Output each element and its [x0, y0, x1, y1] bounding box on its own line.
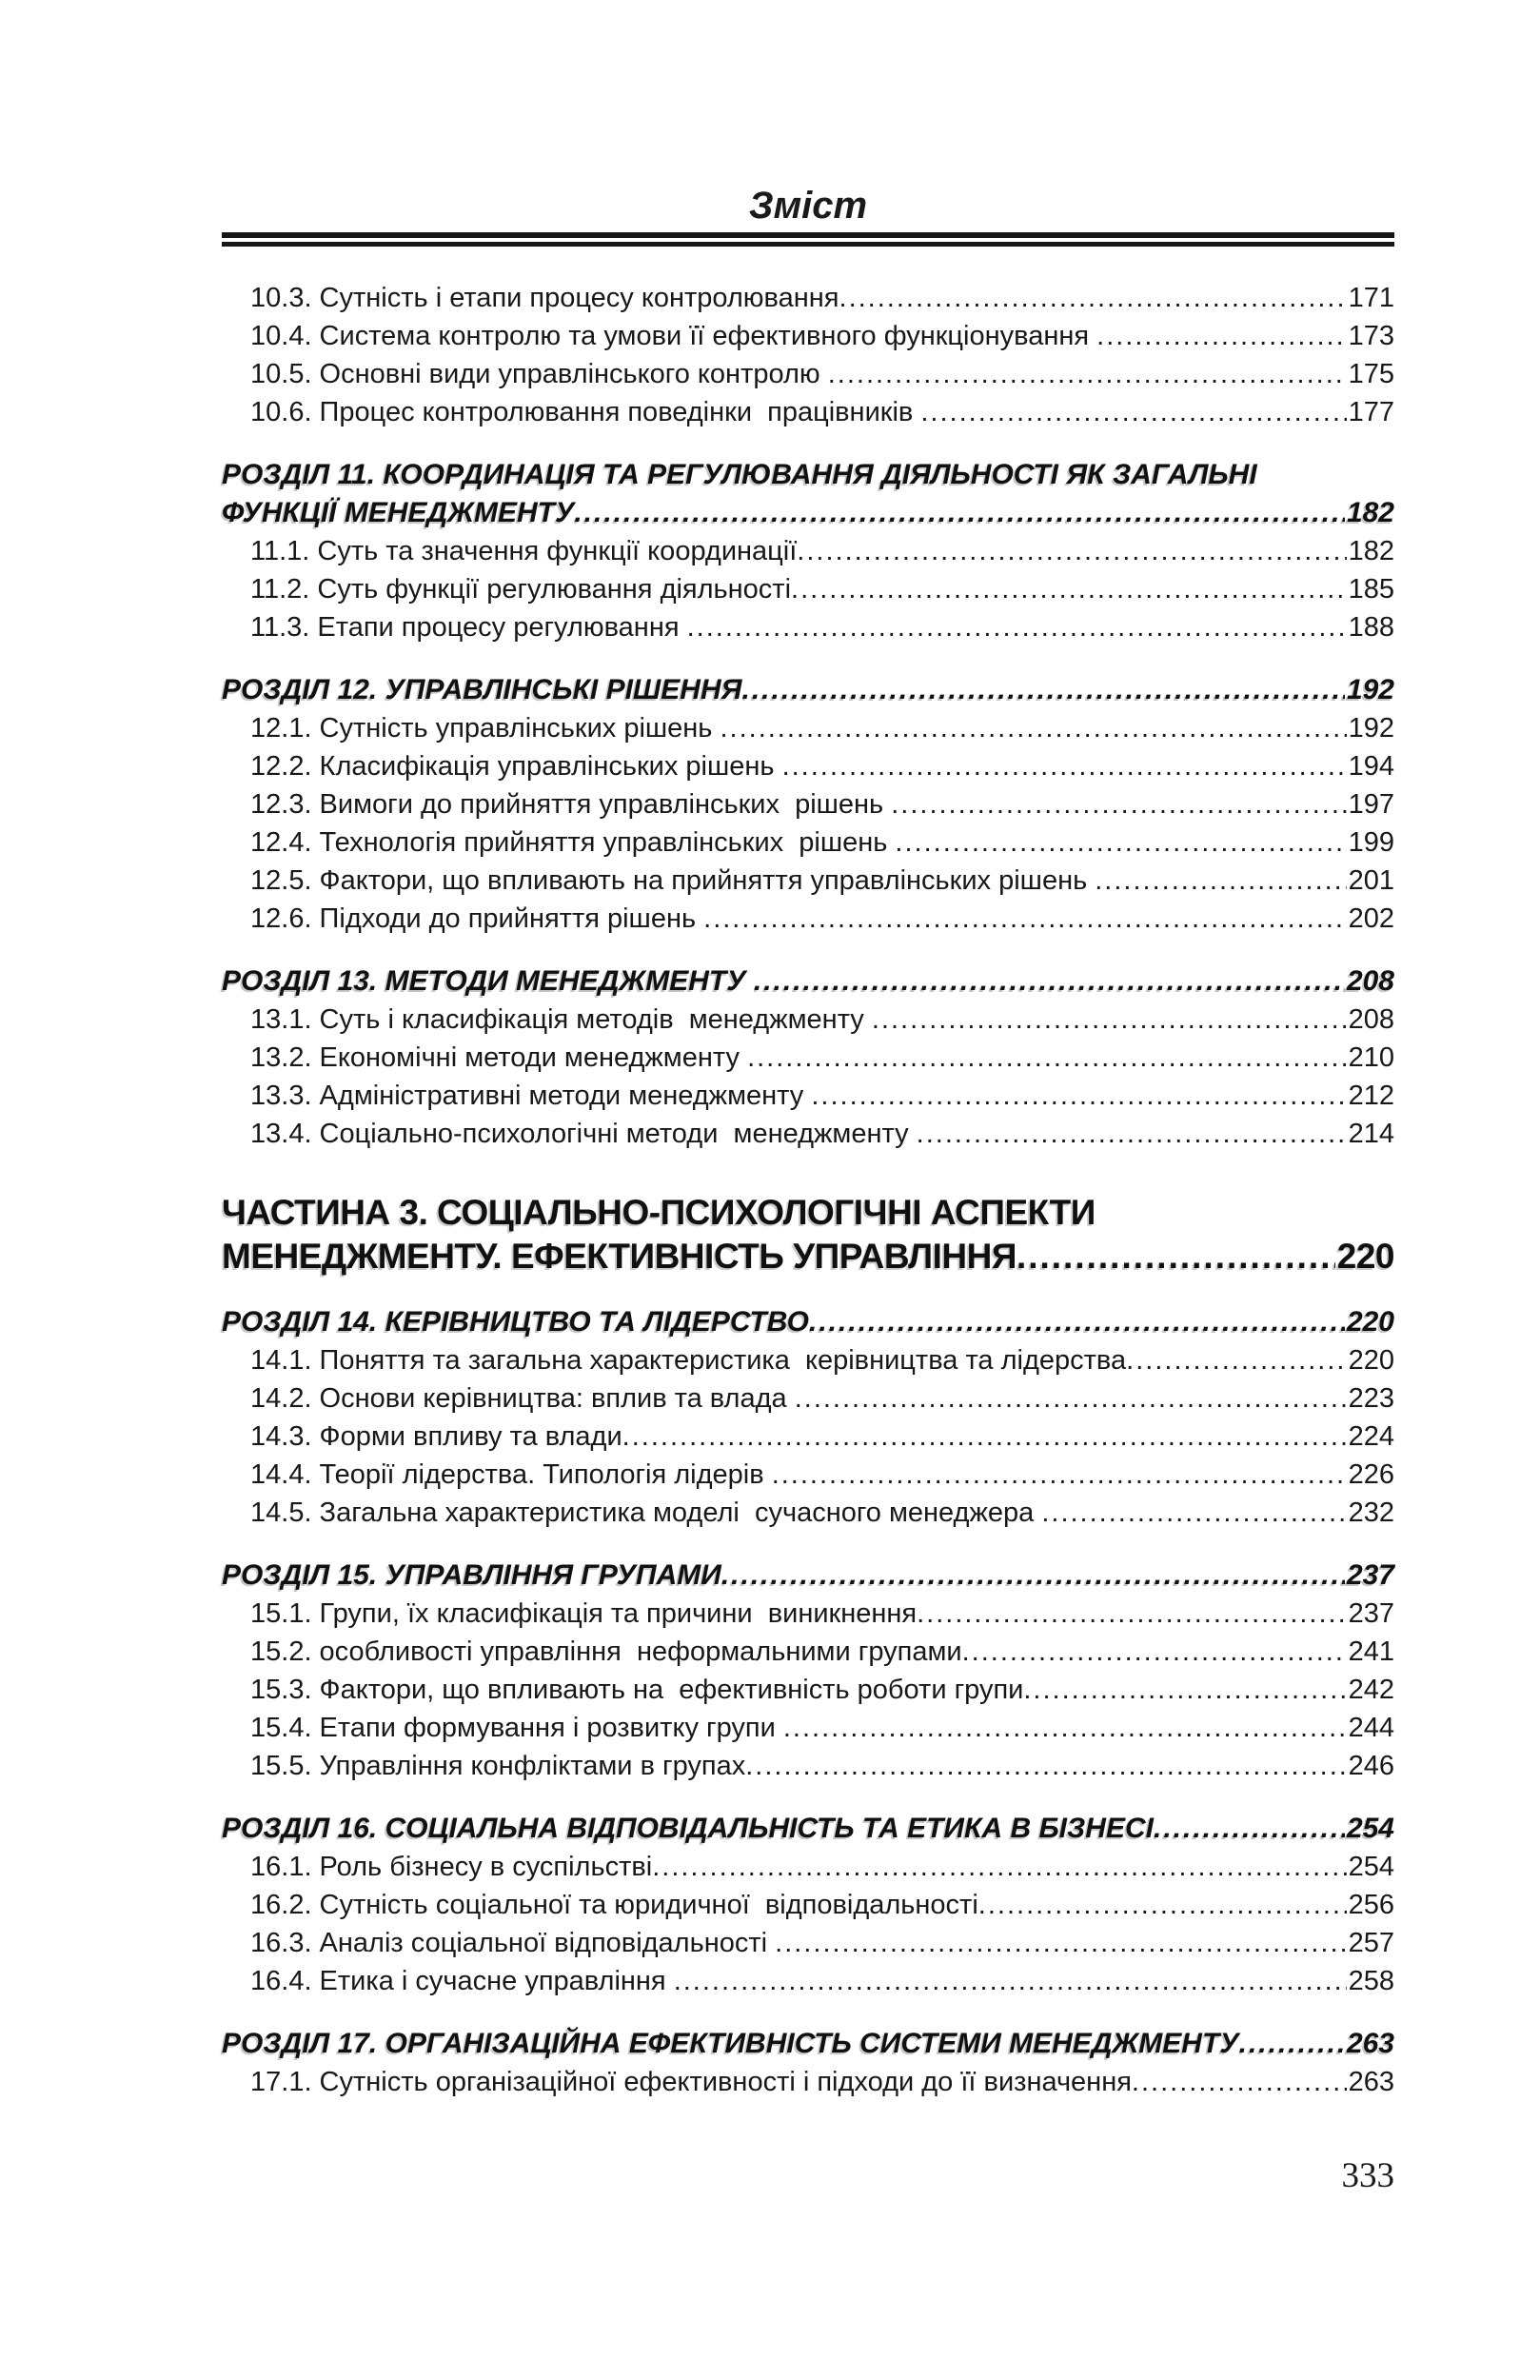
entry-label: 13.3. Адміністративні методи менеджменту — [250, 1081, 812, 1111]
toc-entry — [222, 355, 1394, 393]
page-title: Зміст — [748, 185, 868, 227]
dot-leader — [674, 1962, 1347, 2000]
dot-leader — [574, 494, 1345, 532]
heading-label: РОЗДІЛ 16. СОЦІАЛЬНА ВІДПОВІДАЛЬНІСТЬ ТА ЕТИКА В БІЗНЕСІ — [222, 1813, 1154, 1844]
chapter-heading-row — [222, 1557, 1394, 1595]
entry-page-number: 224 — [1348, 1421, 1394, 1452]
dot-leader — [1095, 862, 1346, 900]
entry-page-number: 232 — [1348, 1497, 1394, 1528]
heading-page-number: 220 — [1346, 1306, 1394, 1338]
heading-page-number: 254 — [1346, 1813, 1394, 1844]
toc-entry — [222, 317, 1394, 355]
entry-label: 13.2. Економічні методи менеджменту — [250, 1042, 748, 1073]
entry-label: 12.3. Вимоги до прийняття управлінських рішень — [250, 789, 892, 820]
entry-page-number: 192 — [1348, 713, 1394, 744]
page-header — [222, 183, 1394, 247]
heading-label: РОЗДІЛ 14. КЕРІВНИЦТВО ТА ЛІДЕРСТВО — [222, 1306, 810, 1338]
chapter-heading-row — [222, 962, 1394, 1001]
toc-entry — [222, 1379, 1394, 1418]
dot-leader — [978, 1886, 1347, 1924]
entry-page-number: 258 — [1348, 1966, 1394, 1996]
toc-entry — [222, 1115, 1394, 1153]
entry-page-number: 246 — [1348, 1751, 1394, 1781]
toc-entry — [222, 1848, 1394, 1886]
entry-label: 15.4. Етапи формування і розвитку групи — [250, 1713, 783, 1743]
chapter-heading-row — [222, 494, 1394, 532]
part-heading-row — [222, 1235, 1394, 1279]
entry-page-number: 241 — [1348, 1636, 1394, 1667]
entry-label: 14.2. Основи керівництва: вплив та влада — [250, 1383, 795, 1414]
dot-leader — [809, 1303, 1345, 1341]
entry-label: 12.1. Сутність управлінських рішень — [250, 713, 721, 744]
toc-entry — [222, 862, 1394, 900]
chapter-heading-row — [222, 1810, 1394, 1848]
toc-chapter-group — [222, 962, 1394, 1153]
entry-label: 10.4. Система контролю та умови її ефективного функціонування — [250, 321, 1097, 351]
dot-leader — [772, 1456, 1347, 1494]
dot-leader — [839, 279, 1347, 317]
page-number: 333 — [1341, 2156, 1394, 2195]
dot-leader — [754, 962, 1345, 1001]
entry-page-number: 175 — [1348, 359, 1394, 389]
entry-label: 16.3. Аналіз соціальної відповідальності — [250, 1928, 776, 1958]
heading-label: МЕНЕДЖМЕНТУ. ЕФЕКТИВНІСТЬ УПРАВЛІННЯ — [222, 1237, 1017, 1276]
toc-chapter-group — [222, 456, 1394, 646]
dot-leader — [791, 570, 1347, 608]
dot-leader — [1017, 1235, 1335, 1279]
toc-entry — [222, 608, 1394, 646]
entry-page-number: 194 — [1348, 751, 1394, 782]
entry-label: 12.2. Класифікація управлінських рішень — [250, 751, 782, 782]
entry-page-number: 237 — [1348, 1598, 1394, 1629]
toc-chapter-group — [222, 1557, 1394, 1785]
dot-leader — [622, 1418, 1347, 1456]
chapter-heading-row — [222, 1303, 1394, 1341]
divider-line-top — [222, 232, 1394, 238]
entry-page-number: 254 — [1348, 1852, 1394, 1882]
entry-label: 14.5. Загальна характеристика моделі сучасного менеджера — [250, 1497, 1042, 1528]
heading-page-number: 220 — [1336, 1237, 1394, 1276]
entry-label: 14.3. Форми впливу та влади — [250, 1421, 622, 1452]
dot-leader — [721, 1557, 1345, 1595]
dot-leader — [1041, 1494, 1346, 1532]
entry-page-number: 257 — [1348, 1928, 1394, 1958]
entry-page-number: 202 — [1348, 903, 1394, 934]
heading-label: ФУНКЦІЇ МЕНЕДЖМЕНТУ — [222, 497, 575, 528]
dot-leader — [920, 393, 1346, 431]
heading-page-number: 263 — [1346, 2028, 1394, 2059]
heading-page-number: 192 — [1346, 674, 1394, 705]
dot-leader — [703, 900, 1346, 938]
dot-leader — [795, 1379, 1347, 1418]
entry-page-number: 256 — [1348, 1890, 1394, 1920]
toc-entry — [222, 1886, 1394, 1924]
entry-label: 10.6. Процес контролювання поведінки працівників — [250, 397, 921, 427]
dot-leader — [1154, 1810, 1345, 1848]
entry-label: 12.4. Технологія прийняття управлінських рішень — [250, 827, 896, 858]
dot-leader — [687, 608, 1347, 646]
entry-page-number: 171 — [1348, 283, 1394, 313]
entry-label: 12.5. Фактори, що впливають на прийняття управлінських рішень — [250, 865, 1096, 896]
dot-leader — [775, 1924, 1346, 1962]
toc-entry — [222, 1341, 1394, 1379]
dot-leader — [652, 1848, 1346, 1886]
toc-entry — [222, 279, 1394, 317]
entry-page-number: 197 — [1348, 789, 1394, 820]
toc-entry — [222, 570, 1394, 608]
entry-page-number: 177 — [1348, 397, 1394, 427]
entry-page-number: 182 — [1348, 536, 1394, 566]
heading-label: РОЗДІЛ 15. УПРАВЛІННЯ ГРУПАМИ — [222, 1559, 721, 1591]
dot-leader — [720, 709, 1346, 747]
toc-entry — [222, 1001, 1394, 1039]
toc-entry — [222, 1962, 1394, 2000]
toc-entry — [222, 1709, 1394, 1747]
heading-page-number: 208 — [1346, 965, 1394, 997]
entry-page-number: 185 — [1348, 574, 1394, 605]
entry-label: 15.5. Управління конфліктами в групах — [250, 1751, 746, 1781]
toc-entry — [222, 1747, 1394, 1785]
toc-entry — [222, 2063, 1394, 2101]
entry-label: 14.4. Теорії лідерства. Типологія лідерів — [250, 1459, 772, 1490]
dot-leader — [872, 1001, 1347, 1039]
entry-label: 15.1. Групи, їх класифікація та причини виникнення — [250, 1598, 918, 1629]
entry-page-number: 173 — [1348, 321, 1394, 351]
entry-page-number: 242 — [1348, 1675, 1394, 1705]
entry-label: 16.1. Роль бізнесу в суспільстві — [250, 1852, 653, 1882]
entry-page-number: 199 — [1348, 827, 1394, 858]
toc-entry — [222, 747, 1394, 785]
dot-leader — [1126, 1341, 1346, 1379]
entry-label: 12.6. Підходи до прийняття рішень — [250, 903, 704, 934]
heading-page-number: 182 — [1346, 497, 1394, 528]
chapter-heading-line: РОЗДІЛ 11. КООРДИНАЦІЯ ТА РЕГУЛЮВАННЯ ДІЯЛЬНОСТІ ЯК ЗАГАЛЬНІ — [222, 459, 1257, 490]
part-heading-line: ЧАСТИНА 3. СОЦІАЛЬНО-ПСИХОЛОГІЧНІ АСПЕКТИ — [222, 1193, 1096, 1232]
chapter-heading-row — [222, 2025, 1394, 2063]
toc-entry — [222, 532, 1394, 570]
toc-entry — [222, 1494, 1394, 1532]
dot-leader — [747, 1039, 1347, 1077]
dot-leader — [1023, 1671, 1346, 1709]
entry-label: 10.3. Сутність і етапи процесу контролювання — [250, 283, 839, 313]
toc-entry — [222, 1456, 1394, 1494]
heading-label: РОЗДІЛ 12. УПРАВЛІНСЬКІ РІШЕННЯ — [222, 674, 742, 705]
entry-page-number: 201 — [1348, 865, 1394, 896]
table-of-contents — [222, 247, 1394, 2101]
entry-label: 14.1. Поняття та загальна характеристика керівництва та лідерства — [250, 1345, 1127, 1376]
dot-leader — [1132, 2063, 1347, 2101]
toc-entry — [222, 1595, 1394, 1633]
toc-entry — [222, 1633, 1394, 1671]
entry-page-number: 226 — [1348, 1459, 1394, 1490]
entry-page-number: 263 — [1348, 2067, 1394, 2097]
toc-chapter-group — [222, 2025, 1394, 2101]
heading-page-number: 237 — [1346, 1559, 1394, 1591]
toc-entry — [222, 1077, 1394, 1115]
toc-part-group — [222, 1191, 1394, 1279]
dot-leader — [745, 1747, 1346, 1785]
dot-leader — [797, 532, 1346, 570]
entry-page-number: 188 — [1348, 612, 1394, 643]
entry-page-number: 244 — [1348, 1713, 1394, 1743]
heading-label: РОЗДІЛ 13. МЕТОДИ МЕНЕДЖМЕНТУ — [222, 965, 754, 997]
dot-leader — [917, 1595, 1347, 1633]
entry-label: 15.3. Фактори, що впливають на ефективність роботи групи — [250, 1675, 1024, 1705]
header-divider — [222, 232, 1394, 247]
dot-leader — [828, 355, 1347, 393]
dot-leader — [742, 671, 1345, 709]
entry-label: 16.2. Сутність соціальної та юридичної відповідальності — [250, 1890, 978, 1920]
chapter-heading-row — [222, 671, 1394, 709]
toc-entry — [222, 1418, 1394, 1456]
entry-label: 11.3. Етапи процесу регулювання — [250, 612, 687, 643]
dot-leader — [891, 785, 1346, 823]
entry-label: 15.2. особливості управління неформальними групами — [250, 1636, 962, 1667]
entry-label: 13.4. Соціально-психологічні методи менеджменту — [250, 1119, 917, 1149]
toc-entry — [222, 785, 1394, 823]
dot-leader — [917, 1115, 1347, 1153]
toc-chapter-group — [222, 1303, 1394, 1532]
toc-entry — [222, 1671, 1394, 1709]
toc-entry — [222, 1924, 1394, 1962]
dot-leader — [1239, 2025, 1345, 2063]
toc-entry — [222, 709, 1394, 747]
heading-label: РОЗДІЛ 17. ОРГАНІЗАЦІЙНА ЕФЕКТИВНІСТЬ СИСТЕМИ МЕНЕДЖМЕНТУ — [222, 2028, 1239, 2059]
toc-entry — [222, 900, 1394, 938]
entry-page-number: 223 — [1348, 1383, 1394, 1414]
entry-page-number: 210 — [1348, 1042, 1394, 1073]
entry-label: 13.1. Суть і класифікація методів менеджменту — [250, 1004, 872, 1035]
toc-chapter-group — [222, 671, 1394, 938]
toc-entry — [222, 823, 1394, 862]
entry-page-number: 220 — [1348, 1345, 1394, 1376]
dot-leader — [962, 1633, 1347, 1671]
dot-leader — [783, 1709, 1347, 1747]
dot-leader — [895, 823, 1346, 862]
entry-label: 10.5. Основні види управлінського контролю — [250, 359, 828, 389]
entry-page-number: 208 — [1348, 1004, 1394, 1035]
entry-page-number: 212 — [1348, 1081, 1394, 1111]
entry-page-number: 214 — [1348, 1119, 1394, 1149]
entry-label: 16.4. Етика і сучасне управління — [250, 1966, 674, 1996]
toc-entry — [222, 393, 1394, 431]
dot-leader — [1096, 317, 1346, 355]
toc-entry-group — [222, 279, 1394, 431]
entry-label: 17.1. Сутність організаційної ефективності і підходи до її визначення — [250, 2067, 1132, 2097]
dot-leader — [782, 747, 1347, 785]
entry-label: 11.2. Суть функції регулювання діяльності — [250, 574, 792, 605]
toc-chapter-group — [222, 1810, 1394, 2000]
toc-entry — [222, 1039, 1394, 1077]
entry-label: 11.1. Суть та значення функції координації — [250, 536, 798, 566]
dot-leader — [811, 1077, 1346, 1115]
